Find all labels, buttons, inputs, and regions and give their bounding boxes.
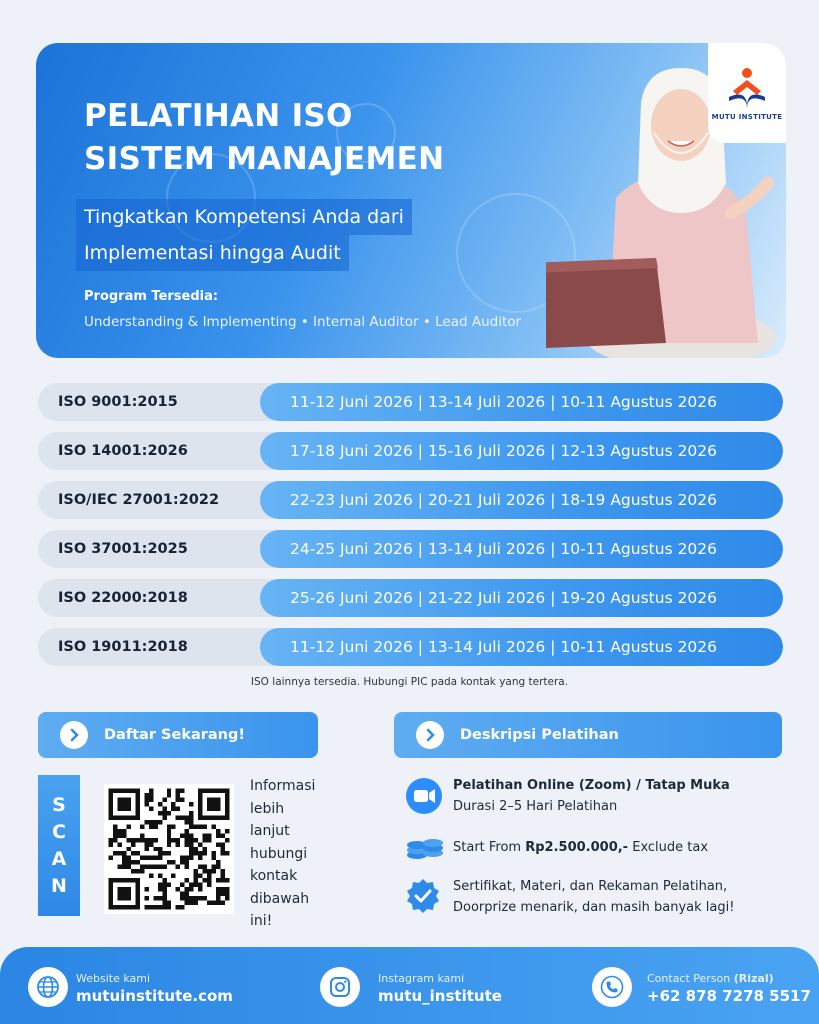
hero-subtitle [76, 199, 446, 271]
iso-standard-name: ISO 14001:2026 [58, 443, 188, 459]
instagram-handle[interactable]: mutu_institute [378, 987, 502, 1005]
phone-icon [592, 967, 632, 1007]
program-label: Program Tersedia: [84, 289, 219, 304]
iso-standard-name: ISO/IEC 27001:2022 [58, 492, 220, 508]
hero-title [84, 95, 444, 181]
hero-title-line2: SISTEM MANAJEMEN [84, 141, 445, 177]
description-header[interactable] [394, 712, 782, 758]
chevron-right-icon [60, 721, 88, 749]
hero-subtitle-line2: Implementasi hingga Audit [76, 235, 349, 271]
schedule-row [38, 530, 783, 568]
phone-number[interactable]: +62 878 7278 5517 [647, 987, 811, 1005]
scan-info-line: lanjut [250, 823, 290, 839]
contact-name: (Rizal) [733, 972, 774, 985]
schedule-row [38, 628, 783, 666]
price-value: Rp2.500.000,- [525, 840, 629, 855]
chevron-right-icon [416, 721, 444, 749]
schedule-row [38, 432, 783, 470]
scan-letter: S [52, 793, 66, 816]
description-header-label: Deskripsi Pelatihan [460, 727, 619, 743]
scan-info-line: dibawah [250, 890, 310, 907]
schedule-row [38, 383, 783, 421]
scan-info-line: lebih [250, 800, 285, 817]
scan-letter: C [52, 820, 66, 843]
register-header[interactable] [38, 712, 318, 758]
scan-letter: N [51, 874, 67, 897]
iso-standard-name: ISO 22000:2018 [58, 590, 188, 606]
scan-info-text [250, 775, 340, 933]
hero-banner [36, 43, 786, 358]
benefits-line2: Doorprize menarik, dan masih banyak lagi! [453, 900, 735, 915]
iso-standard-name: ISO 9001:2015 [58, 394, 178, 410]
coins-icon [405, 835, 445, 861]
verified-badge-icon [405, 878, 441, 914]
globe-icon [28, 967, 68, 1007]
scan-info-line: Informasi [250, 778, 316, 794]
hero-title-line1: PELATIHAN ISO [84, 98, 353, 134]
logo-icon [727, 65, 767, 109]
instagram-label: Instagram kami [378, 972, 465, 985]
scan-label [38, 775, 80, 916]
register-header-label: Daftar Sekarang! [104, 727, 245, 743]
iso-schedule-dates: 17-18 Juni 2026 | 15-16 Juli 2026 | 12-13 Agustus 2026 [260, 432, 783, 470]
price-prefix: Start From [453, 840, 526, 855]
website-label: Website kami [76, 972, 151, 985]
iso-schedule-dates: 11-12 Juni 2026 | 13-14 Juli 2026 | 10-11 Agustus 2026 [260, 383, 783, 421]
registration-qr-code[interactable] [104, 784, 234, 914]
schedule-row [38, 579, 783, 617]
iso-standard-name: ISO 19011:2018 [58, 639, 188, 655]
iso-schedule-dates: 24-25 Juni 2026 | 13-14 Juli 2026 | 10-11 Agustus 2026 [260, 530, 783, 568]
training-duration: Durasi 2–5 Hari Pelatihan [453, 799, 618, 814]
instagram-icon [320, 967, 360, 1007]
iso-standard-name: ISO 37001:2025 [58, 541, 188, 557]
schedule-row [38, 481, 783, 519]
contact-label-text: Contact Person [647, 972, 734, 985]
availability-note: ISO lainnya tersedia. Hubungi PIC pada kontak yang tertera. [250, 676, 569, 688]
hero-subtitle-line1: Tingkatkan Kompetensi Anda dari [76, 199, 412, 235]
price-suffix: Exclude tax [628, 840, 709, 855]
contact-footer [0, 947, 819, 1024]
scan-letter: A [51, 847, 67, 870]
contact-label [647, 972, 774, 985]
benefits-line1: Sertifikat, Materi, dan Rekaman Pelatihan, [453, 879, 728, 894]
scan-info-line: kontak [250, 868, 298, 884]
scan-info-line: ini! [250, 913, 273, 929]
program-list: Understanding & Implementing • Internal Auditor • Lead Auditor [84, 314, 522, 330]
logo-text: MUTU INSTITUTE [711, 113, 783, 121]
mutu-institute-logo [708, 43, 786, 143]
zoom-video-icon [405, 777, 443, 815]
iso-schedule-dates: 22-23 Juni 2026 | 20-21 Juli 2026 | 18-19 Agustus 2026 [260, 481, 783, 519]
website-link[interactable]: mutuinstitute.com [76, 987, 233, 1005]
iso-schedule-dates: 11-12 Juni 2026 | 13-14 Juli 2026 | 10-11 Agustus 2026 [260, 628, 783, 666]
iso-schedule-dates: 25-26 Juni 2026 | 21-22 Juli 2026 | 19-20 Agustus 2026 [260, 579, 783, 617]
training-mode: Pelatihan Online (Zoom) / Tatap Muka [453, 778, 730, 793]
scan-info-line: hubungi [250, 845, 308, 862]
